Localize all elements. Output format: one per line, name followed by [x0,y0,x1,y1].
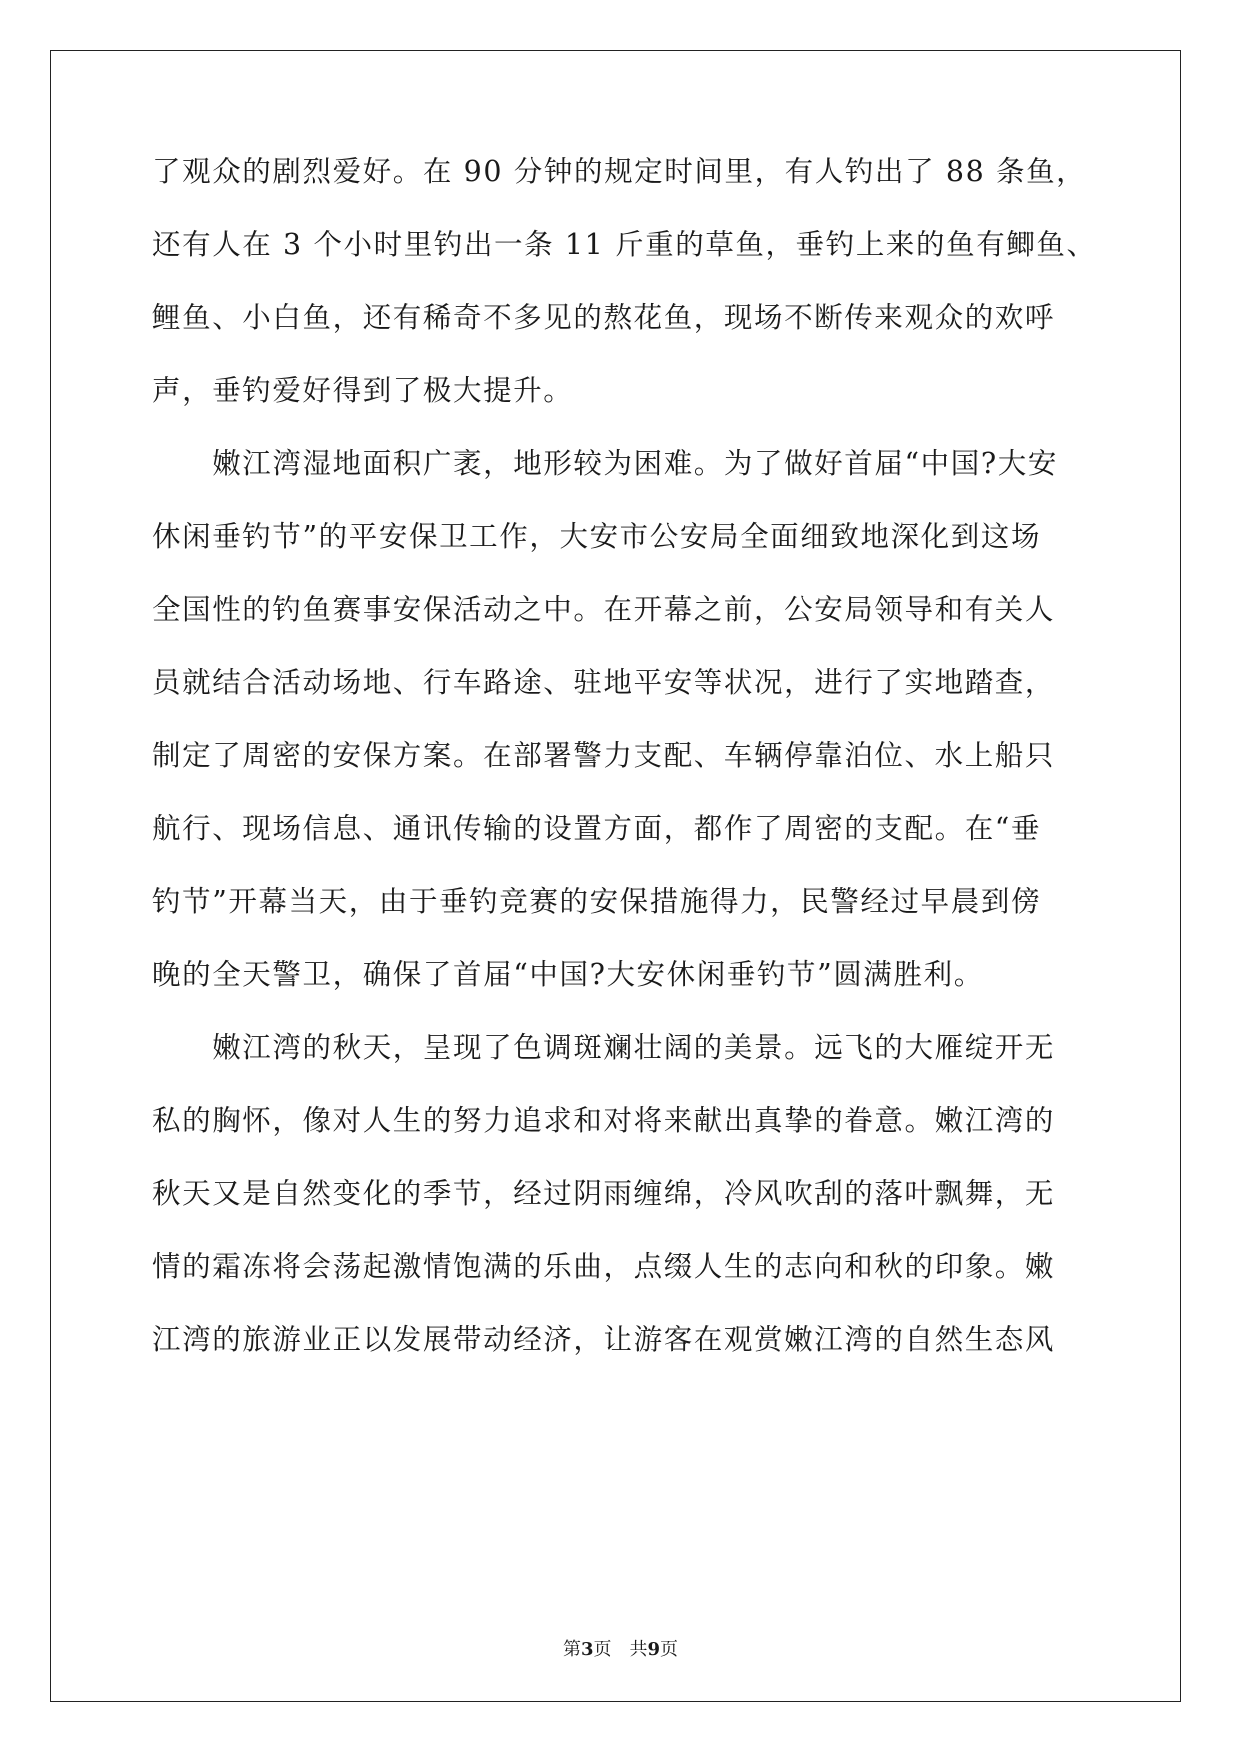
text-line: 员就结合活动场地、行车路途、驻地平安等状况，进行了实地踏查， [152,666,1056,699]
text-line: 航行、现场信息、通讯传输的设置方面，都作了周密的支配。在“垂 [152,812,1042,845]
page-label-prefix: 第 [562,1639,581,1660]
text-line: 全国性的钓鱼赛事安保活动之中。在开幕之前，公安局领导和有关人 [152,593,1056,626]
text-line: 钓节”开幕当天，由于垂钓竞赛的安保措施得力，民警经过早晨到傍 [152,885,1042,918]
text-line: 声，垂钓爱好得到了极大提升。 [152,374,574,407]
text-line: 晚的全天警卫，确保了首届“中国?大安休闲垂钓节”圆满胜利。 [152,958,984,991]
text-line: 了观众的剧烈爱好。在 90 分钟的规定时间里，有人钓出了 88 条鱼， [152,155,1087,188]
text-line: 私的胸怀，像对人生的努力追求和对将来献出真挚的眷意。嫩江湾的 [152,1104,1056,1137]
page-label-suffix: 页 [660,1639,679,1660]
text-line: 情的霜冻将会荡起激情饱满的乐曲，点缀人生的志向和秋的印象。嫩 [152,1250,1056,1283]
text-line: 嫩江湾湿地面积广袤，地形较为困难。为了做好首届“中国?大安 [152,447,1058,480]
total-pages-number: 9 [647,1639,661,1660]
page-footer [0,1638,1241,1662]
text-line: 嫩江湾的秋天，呈现了色调斑斓壮阔的美景。远飞的大雁绽开无 [152,1031,1056,1064]
text-line: 秋天又是自然变化的季节，经过阴雨缠绵，冷风吹刮的落叶飘舞，无 [152,1177,1056,1210]
text-line: 休闲垂钓节”的平安保卫工作，大安市公安局全面细致地深化到这场 [152,520,1042,553]
current-page-number: 3 [580,1639,594,1660]
text-line: 制定了周密的安保方案。在部署警力支配、车辆停靠泊位、水上船只 [152,739,1056,772]
text-line: 还有人在 3 个小时里钓出一条 11 斤重的草鱼，垂钓上来的鱼有鲫鱼、 [152,228,1097,261]
page-label-middle: 页 共 [593,1639,648,1660]
text-line: 江湾的旅游业正以发展带动经济，让游客在观赏嫩江湾的自然生态风 [152,1323,1056,1356]
text-line: 鲤鱼、小白鱼，还有稀奇不多见的熬花鱼，现场不断传来观众的欢呼 [152,301,1056,334]
